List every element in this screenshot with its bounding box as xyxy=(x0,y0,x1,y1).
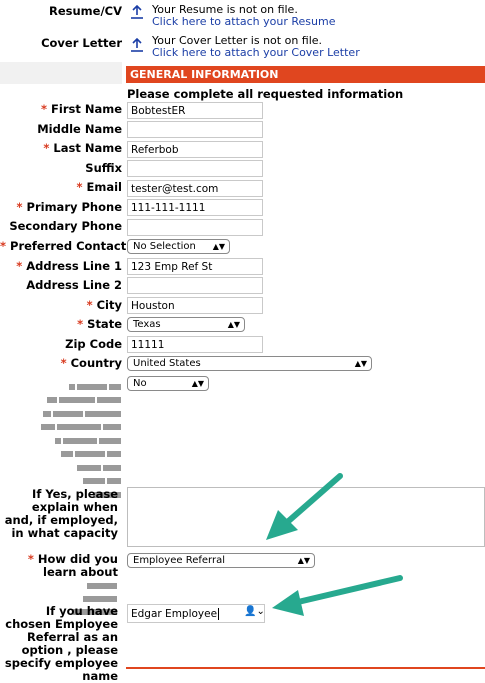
upload-icon[interactable] xyxy=(131,38,143,52)
last-name-label: * Last Name xyxy=(43,141,122,155)
city-label: * City xyxy=(86,298,122,312)
preferred-contact-select[interactable]: No Selection ▲▼ xyxy=(127,239,230,254)
state-label: * State xyxy=(77,317,122,331)
referral-name-label: If you have chosen Employee Referral as an option , please specify employee name xyxy=(4,604,118,683)
primary-phone-label: * Primary Phone xyxy=(16,200,122,214)
if-yes-label: If Yes, please explain when and, if employed, in what capacity xyxy=(4,487,118,540)
select-arrows-icon: ▲▼ xyxy=(191,379,204,388)
label-column-bg xyxy=(0,62,122,84)
how-learn-label: * How did you learn about xyxy=(0,553,118,618)
cover-letter-label: Cover Letter xyxy=(41,36,122,50)
primary-phone-input[interactable]: 111-111-1111 xyxy=(127,199,263,216)
annotation-arrow-icon xyxy=(262,470,346,544)
instructions: Please complete all requested information xyxy=(127,87,404,101)
resume-attach xyxy=(152,4,336,28)
employed-before-select[interactable]: No ▲▼ xyxy=(127,376,209,391)
secondary-phone-label: Secondary Phone xyxy=(9,219,122,233)
middle-name-label: Middle Name xyxy=(37,122,122,136)
how-learn-select[interactable]: Employee Referral ▲▼ xyxy=(127,553,315,568)
preferred-contact-label: * Preferred Contact xyxy=(0,239,127,253)
first-name-input[interactable]: BobtestER xyxy=(127,102,263,119)
middle-name-input[interactable] xyxy=(127,121,263,138)
select-arrows-icon: ▲▼ xyxy=(297,556,310,565)
suffix-input[interactable] xyxy=(127,160,263,177)
select-arrows-icon: ▲▼ xyxy=(354,359,367,368)
state-select[interactable]: Texas ▲▼ xyxy=(127,317,245,332)
select-arrows-icon: ▲▼ xyxy=(212,242,225,251)
cover-letter-status: Your Cover Letter is not on file. xyxy=(152,34,323,47)
attach-cover-letter-link[interactable]: Click here to attach your Cover Letter xyxy=(152,46,360,59)
resume-status: Your Resume is not on file. xyxy=(152,3,298,16)
address2-label: Address Line 2 xyxy=(26,278,122,292)
address1-input[interactable]: 123 Emp Ref St xyxy=(127,258,263,275)
obscured-question-label xyxy=(20,376,122,484)
first-name-label: * First Name xyxy=(41,102,122,116)
zip-input[interactable]: 11111 xyxy=(127,336,263,353)
secondary-phone-input[interactable] xyxy=(127,219,263,236)
country-label: * Country xyxy=(60,356,122,370)
resume-label: Resume/CV xyxy=(48,4,122,18)
person-icon[interactable]: 👤⌄ xyxy=(244,606,265,617)
bottom-divider xyxy=(126,667,485,669)
last-name-input[interactable]: Referbob xyxy=(127,141,263,158)
select-arrows-icon: ▲▼ xyxy=(227,320,240,329)
email-label: * Email xyxy=(76,180,122,194)
address2-input[interactable] xyxy=(127,277,263,294)
upload-icon[interactable] xyxy=(131,5,143,19)
city-input[interactable]: Houston xyxy=(127,297,263,314)
attach-resume-link[interactable]: Click here to attach your Resume xyxy=(152,15,336,28)
cover-letter-attach xyxy=(152,35,360,59)
address1-label: * Address Line 1 xyxy=(16,259,122,273)
referral-name-input[interactable]: Edgar Employee xyxy=(127,604,265,623)
suffix-label: Suffix xyxy=(85,161,122,175)
section-header: GENERAL INFORMATION xyxy=(126,66,485,83)
country-select[interactable]: United States ▲▼ xyxy=(127,356,372,371)
annotation-arrow-icon xyxy=(268,570,404,618)
zip-label: Zip Code xyxy=(65,337,122,351)
email-input[interactable]: tester@test.com xyxy=(127,180,263,197)
